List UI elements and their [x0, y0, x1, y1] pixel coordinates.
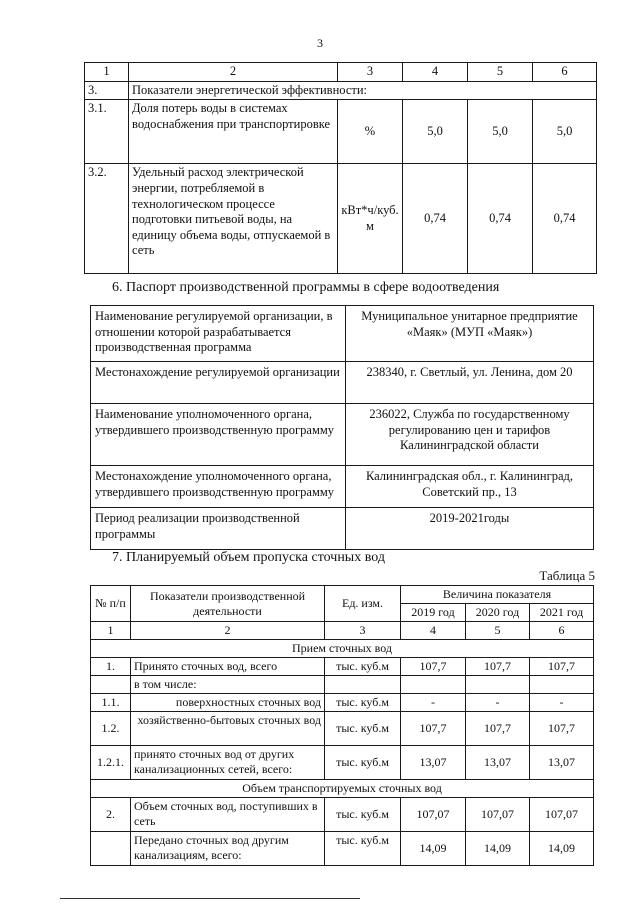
- value: 107,7: [466, 658, 530, 676]
- indicator-name: Передано сточных вод другим канализациям, всего:: [131, 832, 325, 866]
- col-number: 5: [468, 63, 533, 82]
- table-row: [91, 306, 594, 362]
- row-num: 1.2.: [91, 712, 131, 746]
- value: 107,7: [401, 658, 466, 676]
- value: 5,0: [468, 100, 533, 164]
- header-year: 2020 год: [466, 604, 530, 622]
- unit: тыс. куб.м: [325, 746, 401, 780]
- header-year: 2021 год: [530, 604, 594, 622]
- value: -: [530, 694, 594, 712]
- indicator-name: поверхностных сточных вод: [131, 694, 325, 712]
- header-value: Величина показателя: [401, 586, 594, 604]
- header-num: № п/п: [91, 586, 131, 622]
- unit: тыс. куб.м: [325, 658, 401, 676]
- table-row: [91, 712, 594, 746]
- table-row: [91, 508, 594, 550]
- table-row: [91, 746, 594, 780]
- col-number: 1: [91, 622, 131, 640]
- page-number: 3: [317, 36, 323, 50]
- value: 13,07: [466, 746, 530, 780]
- table-label: Таблица 5: [539, 568, 595, 583]
- table-row: [91, 798, 594, 832]
- row-num: 2.: [91, 798, 131, 832]
- value: 107,07: [466, 798, 530, 832]
- value: -: [466, 694, 530, 712]
- passport-value: 236022, Служба по государственному регулированию цен и тарифов Калининградской области: [346, 404, 594, 466]
- unit: тыс. куб.м: [325, 694, 401, 712]
- unit: кВт*ч/куб. м: [338, 164, 403, 274]
- col-number: 2: [129, 63, 338, 82]
- passport-value: Муниципальное унитарное предприятие «Маяк» (МУП «Маяк»): [346, 306, 594, 362]
- unit: тыс. куб.м: [325, 712, 401, 746]
- table-header-row: [85, 63, 597, 82]
- group-title: Прием сточных вод: [91, 640, 594, 658]
- energy-efficiency-table: [84, 62, 597, 274]
- value: 107,7: [530, 712, 594, 746]
- value: 0,74: [403, 164, 468, 274]
- indicator-name: Объем сточных вод, поступивших в сеть: [131, 798, 325, 832]
- row-num: 1.: [91, 658, 131, 676]
- table-row: [91, 832, 594, 866]
- table-row: [91, 404, 594, 466]
- unit: тыс. куб.м: [325, 798, 401, 832]
- row-num: 1.1.: [91, 694, 131, 712]
- value: 14,09: [466, 832, 530, 866]
- indicator-name: принято сточных вод от других канализационных сетей, всего:: [131, 746, 325, 780]
- table-colnum-row: [91, 622, 594, 640]
- table-row: [85, 81, 597, 100]
- indicator-name: Принято сточных вод, всего: [131, 658, 325, 676]
- section-7-title: 7. Планируемый объем пропуска сточных вод: [112, 550, 385, 565]
- header-year: 2019 год: [401, 604, 466, 622]
- value: 107,07: [401, 798, 466, 832]
- passport-label: Период реализации производственной программы: [91, 508, 346, 550]
- unit: тыс. куб.м: [325, 832, 401, 866]
- col-number: 2: [131, 622, 325, 640]
- footer-rule: [60, 898, 360, 899]
- value: 107,07: [530, 798, 594, 832]
- value: 0,74: [533, 164, 597, 274]
- section-6-title: 6. Паспорт производственной программы в сфере водоотведения: [112, 280, 500, 295]
- value: 14,09: [530, 832, 594, 866]
- table-row: [91, 466, 594, 508]
- header-name: Показатели производственной деятельности: [131, 586, 325, 622]
- indicator-name: в том числе:: [131, 676, 325, 694]
- value: 107,7: [530, 658, 594, 676]
- value: 107,7: [466, 712, 530, 746]
- group-row: [91, 780, 594, 798]
- table-row: [91, 676, 594, 694]
- table-row: [85, 164, 597, 274]
- table-row: [91, 362, 594, 404]
- row-num: [91, 832, 131, 866]
- passport-value: 2019-2021годы: [346, 508, 594, 550]
- col-number: 4: [403, 63, 468, 82]
- passport-label: Местонахождение регулируемой организации: [91, 362, 346, 404]
- value: 14,09: [401, 832, 466, 866]
- table-row: [91, 694, 594, 712]
- col-number: 6: [530, 622, 594, 640]
- passport-label: Наименование уполномоченного органа, утвердившего производственную программу: [91, 404, 346, 466]
- value: -: [401, 694, 466, 712]
- value: 5,0: [533, 100, 597, 164]
- row-num: 1.2.1.: [91, 746, 131, 780]
- col-number: 6: [533, 63, 597, 82]
- table-row: [91, 658, 594, 676]
- group-title: Объем транспортируемых сточных вод: [91, 780, 594, 798]
- col-number: 3: [325, 622, 401, 640]
- passport-label: Местонахождение уполномоченного органа, утвердившего производственную программу: [91, 466, 346, 508]
- col-number: 3: [338, 63, 403, 82]
- value: 13,07: [401, 746, 466, 780]
- unit: %: [338, 100, 403, 164]
- table-row: [85, 100, 597, 164]
- section-title: Показатели энергетической эффективности:: [129, 81, 597, 100]
- indicator-name: Удельный расход электрической энергии, потребляемой в технологическом процессе подготовки питьевой воды, на единицу объема воды, отпускаемой в сеть: [129, 164, 338, 274]
- header-unit: Ед. изм.: [325, 586, 401, 622]
- row-num: 3.2.: [85, 164, 129, 274]
- col-number: 4: [401, 622, 466, 640]
- passport-table: [90, 305, 594, 550]
- value: 107,7: [401, 712, 466, 746]
- group-row: [91, 640, 594, 658]
- table-header-row: [91, 586, 594, 604]
- table-5: [90, 585, 594, 866]
- passport-value: 238340, г. Светлый, ул. Ленина, дом 20: [346, 362, 594, 404]
- col-number: 5: [466, 622, 530, 640]
- col-number: 1: [85, 63, 129, 82]
- row-num: 3.: [85, 81, 129, 100]
- passport-value: Калининградская обл., г. Калининград, Советский пр., 13: [346, 466, 594, 508]
- value: 0,74: [468, 164, 533, 274]
- indicator-name: хозяйственно-бытовых сточных вод: [131, 712, 325, 746]
- row-num: 3.1.: [85, 100, 129, 164]
- value: 13,07: [530, 746, 594, 780]
- passport-label: Наименование регулируемой организации, в отношении которой разрабатывается производственная программа: [91, 306, 346, 362]
- indicator-name: Доля потерь воды в системах водоснабжения при транспортировке: [129, 100, 338, 164]
- value: 5,0: [403, 100, 468, 164]
